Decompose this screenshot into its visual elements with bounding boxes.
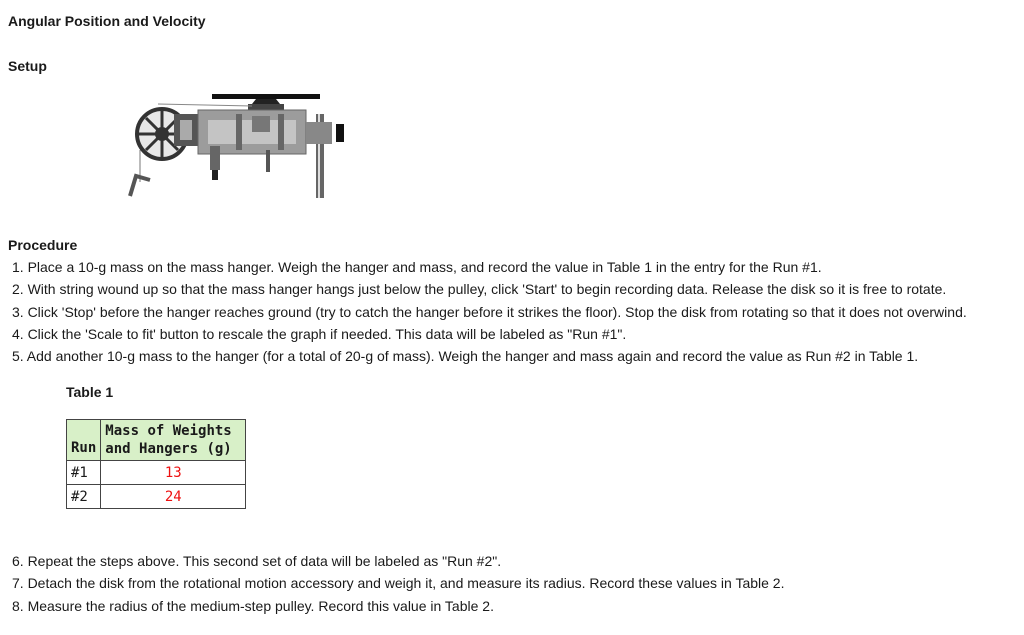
procedure-step: 7. Detach the disk from the rotational motion accessory and weigh it, and measure its radius. Record these values in Table 2. bbox=[12, 575, 785, 592]
table-row bbox=[67, 485, 246, 509]
rotational-apparatus-icon bbox=[128, 92, 360, 202]
procedure-step: 8. Measure the radius of the medium-step pulley. Record this value in Table 2. bbox=[12, 597, 494, 614]
procedure-step: 5. Add another 10-g mass to the hanger (for a total of 20-g of mass). Weigh the hanger and mass again and record the value as Run #2 in Table 1. bbox=[12, 348, 919, 365]
mass-input-cell[interactable]: 24 bbox=[101, 485, 246, 509]
column-header-mass-line1: Mass of Weights bbox=[105, 423, 232, 439]
procedure-steps-list-continued bbox=[12, 552, 784, 619]
page-title: Angular Position and Velocity bbox=[8, 13, 206, 29]
run-cell: #2 bbox=[67, 485, 101, 509]
procedure-step: 1. Place a 10-g mass on the mass hanger. Weigh the hanger and mass, and record the value in Table 1 in the entry for the Run #1. bbox=[12, 259, 822, 275]
procedure-step: 6. Repeat the steps above. This second set of data will be labeled as "Run #2". bbox=[12, 553, 502, 569]
mass-input-cell[interactable]: 13 bbox=[101, 461, 246, 485]
setup-heading: Setup bbox=[8, 58, 47, 74]
procedure-steps-list bbox=[12, 258, 967, 369]
procedure-step: 4. Click the 'Scale to fit' button to rescale the graph if needed. This data will be labeled as "Run #1". bbox=[12, 325, 627, 342]
column-header-run: Run bbox=[67, 420, 101, 461]
run-cell: #1 bbox=[67, 461, 101, 485]
table-row bbox=[67, 461, 246, 485]
procedure-step: 2. With string wound up so that the mass hanger hangs just below the pulley, click 'Start' to begin recording data. Release the disk so it is free to rotate. bbox=[12, 281, 947, 298]
procedure-heading: Procedure bbox=[8, 237, 78, 253]
column-header-mass-line2: and Hangers (g) bbox=[105, 441, 232, 457]
table-1-caption: Table 1 bbox=[66, 384, 114, 400]
table-1 bbox=[66, 419, 246, 509]
procedure-step: 3. Click 'Stop' before the hanger reaches ground (try to catch the hanger before it strikes the floor). Stop the disk from rotating so that it does not overwind. bbox=[12, 303, 967, 320]
column-header-mass bbox=[101, 420, 246, 461]
